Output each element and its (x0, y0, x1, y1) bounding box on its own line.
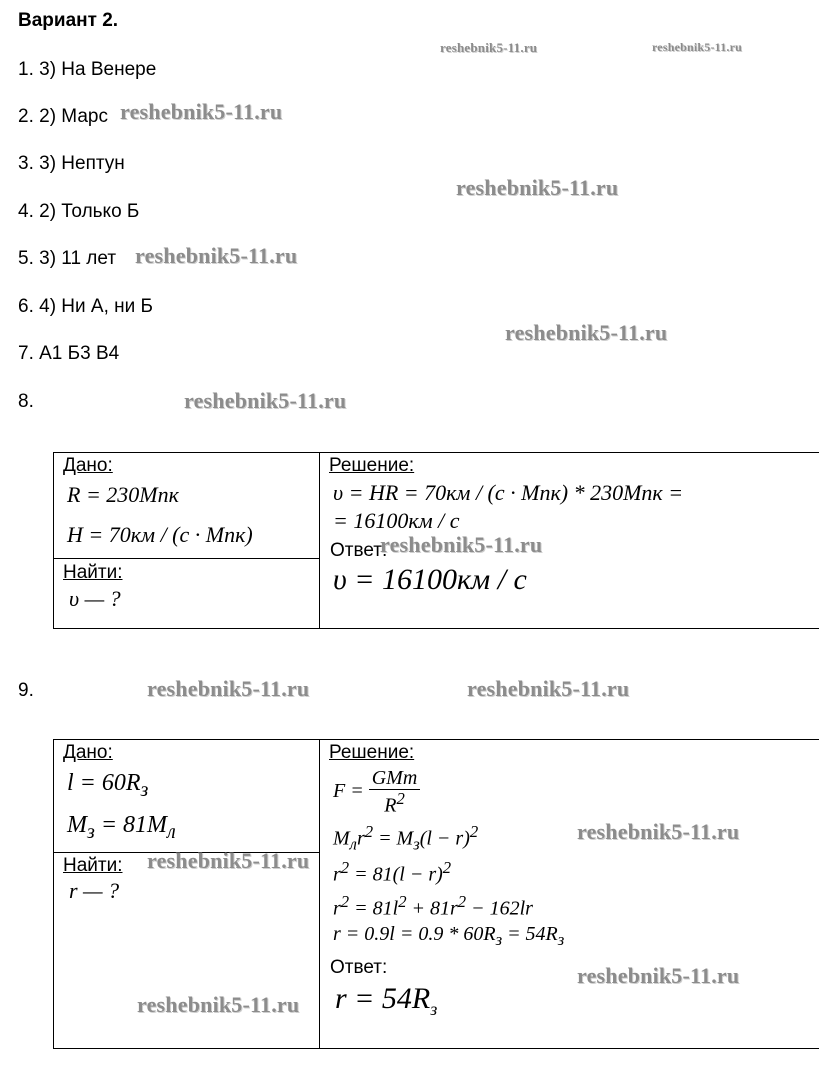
watermark: reshebnik5-11.ru (147, 676, 310, 701)
answer-1: 1. 3) На Венере (18, 59, 157, 80)
task8-given-h: H = 70км / (с · Мпк) (67, 522, 253, 547)
task9-number: 9. (18, 680, 34, 701)
watermark: reshebnik5-11.ru (120, 99, 283, 124)
task9-answer: $r = 54R_з$ (335, 982, 438, 1019)
task9-answer-label: Ответ: (330, 957, 388, 978)
task8-answer-label: Ответ: (330, 540, 388, 561)
watermark: reshebnik5-11.ru (577, 819, 740, 844)
task9-formula: F = $\frac{\text{GMm}}{R^2}$ (333, 768, 420, 817)
page-title: Вариант 2. (18, 10, 119, 31)
task8-solution-line1: υ = HR = 70км / (с · Мпк) * 230Мпк = (333, 480, 684, 505)
task8-answer: υ = 16100км / с (333, 563, 527, 596)
task9-step1: $M_лr^2 = M_з(l - r)^2$ (333, 822, 479, 854)
watermark: reshebnik5-11.ru (577, 963, 740, 988)
watermark: reshebnik5-11.ru (135, 243, 298, 268)
task8-find: υ — ? (69, 586, 121, 611)
watermark: reshebnik5-11.ru (137, 992, 300, 1017)
task9-step4: $r = 0.9l = 0.9 * 60R_з = 54R_з$ (333, 923, 565, 949)
task9-find: r — ? (69, 878, 120, 903)
watermark: reshebnik5-11.ru (184, 388, 347, 413)
answer-5: 5. 3) 11 лет (18, 248, 117, 269)
watermark: reshebnik5-11.ru (380, 532, 543, 557)
watermark: reshebnik5-11.ru (440, 40, 538, 55)
task8-solution-label: Решение: (329, 455, 415, 476)
watermark: reshebnik5-11.ru (147, 848, 310, 873)
task8-given-r: R = 230Мпк (67, 482, 179, 507)
watermark: reshebnik5-11.ru (652, 40, 742, 54)
answer-6: 6. 4) Ни А, ни Б (18, 296, 153, 317)
task9-find-label: Найти: (63, 855, 123, 876)
task8-divider (319, 452, 320, 629)
task8-given-label: Дано: (63, 455, 113, 476)
task9-given-l: $l = 60R_з$ (67, 770, 149, 801)
task9-given-m: $M_з = 81M_л$ (67, 812, 176, 843)
task9-divider (319, 739, 320, 1049)
task8-solution-line2: = 16100км / с (333, 508, 460, 533)
watermark: reshebnik5-11.ru (505, 320, 668, 345)
task9-step3: $r^2 = 81l^2 + 81r^2 - 162lr$ (333, 892, 533, 920)
task8-number: 8. (18, 391, 34, 412)
task9-step2: $r^2 = 81(l - r)^2$ (333, 858, 452, 886)
answer-3: 3. 3) Нептун (18, 153, 125, 174)
task9-solution-label: Решение: (329, 742, 415, 763)
task9-given-label: Дано: (63, 742, 113, 763)
watermark: reshebnik5-11.ru (456, 175, 619, 200)
watermark: reshebnik5-11.ru (467, 676, 630, 701)
answer-7: 7. А1 Б3 В4 (18, 343, 120, 364)
answer-4: 4. 2) Только Б (18, 201, 140, 222)
answer-2: 2. 2) Марс (18, 106, 108, 127)
task8-given-separator (53, 558, 319, 559)
task8-find-label: Найти: (63, 562, 123, 583)
